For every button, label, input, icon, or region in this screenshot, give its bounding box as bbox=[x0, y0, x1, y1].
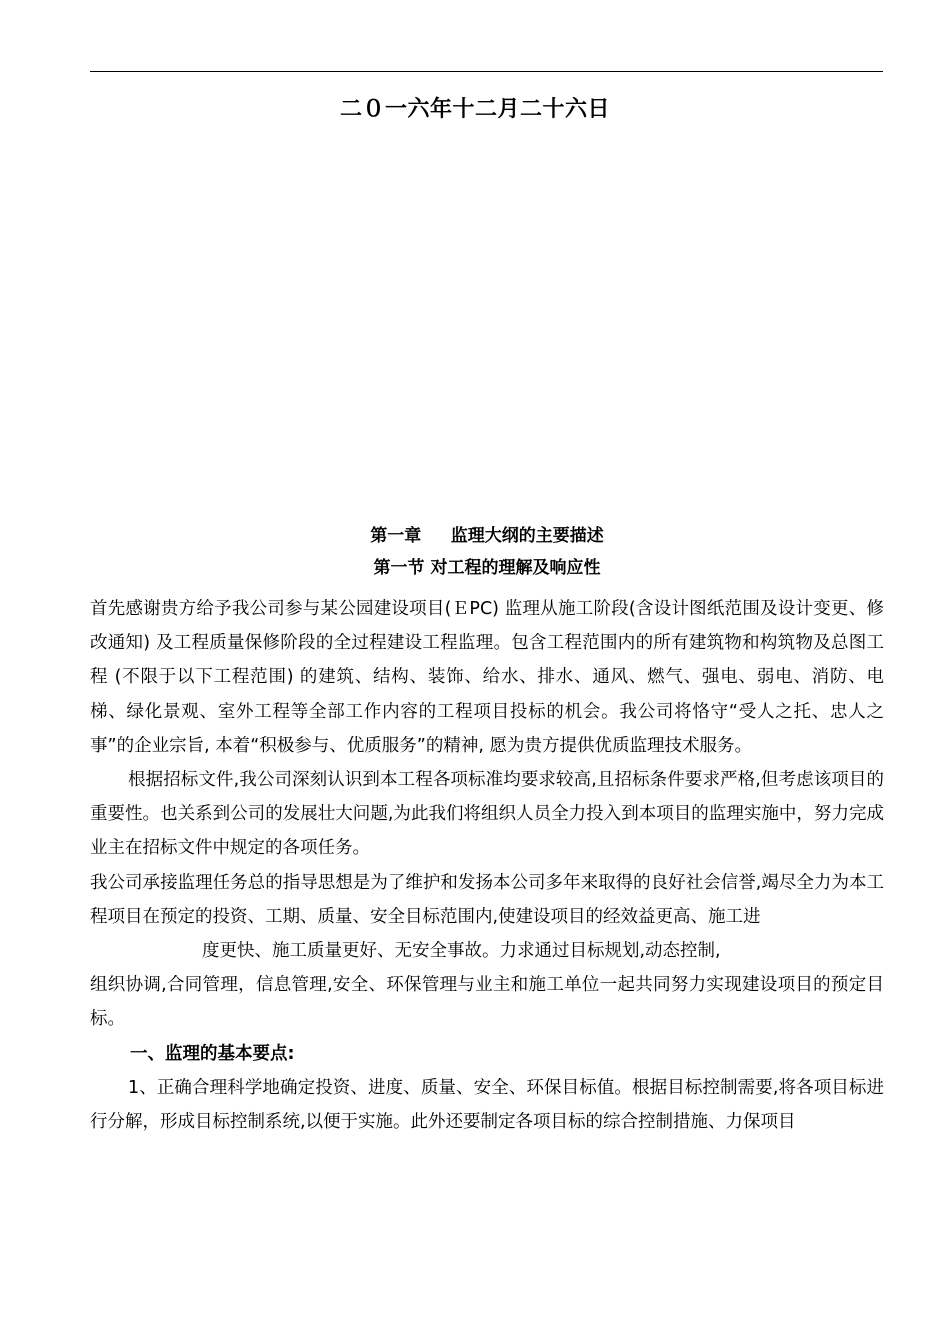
section-title: 第一节 对工程的理解及响应性 bbox=[373, 558, 601, 578]
paragraph-tender: 根据招标文件,我公司深刻认识到本工程各项标准均要求较高,且招标条件要求严格,但考虑该项目的重要性。也关系到公司的发展壮大问题,为此我们将组织人员全力投入到本项目的监理实施中，努力完成业主在招标文件中规定的各项任务。 bbox=[90, 770, 884, 859]
paragraph-intro: 首先感谢贵方给予我公司参与某公园建设项目(ＥPC) 监理从施工阶段(含设计图纸范围及设计变更、修改通知) 及工程质量保修阶段的全过程建设工程监理。包含工程范围内的所有建筑物和构筑物及总图工程 (不限于以下工程范围) 的建筑、结构、装饰、给水、排水、通风、燃气、强电、弱电、消防、电梯、绿化景观、室外工程等全部工作内容的工程项目投标的机会。我公司将恪守“受人之托、忠人之事”的企业宗旨, 本着“积极参与、优质服务”的精神, 愿为贵方提供优质监理技术服务。 bbox=[90, 599, 884, 756]
paragraph-guiding-thought-cont: 度更快、施工质量更好、无安全事故。力求通过目标规划,动态控制, bbox=[202, 941, 721, 962]
subheading-basic-points: 一、监理的基本要点: bbox=[130, 1043, 295, 1064]
paragraph-guiding-thought: 我公司承接监理任务总的指导思想是为了维护和发扬本公司多年来取得的良好社会信誉,竭尽全力为本工程项目在预定的投资、工期、质量、安全目标范围内,使建设项目的经效益更高、施工进 bbox=[90, 872, 884, 927]
header-rule bbox=[90, 71, 883, 72]
paragraph-point-1: 1、正确合理科学地确定投资、进度、质量、安全、环保目标值。根据目标控制需要,将各项目标进行分解，形成目标控制系统,以便于实施。此外还要制定各项目标的综合控制措施、力保项目 bbox=[90, 1077, 884, 1133]
document-date: 二０一六年十二月二十六日 bbox=[339, 97, 610, 122]
body-text bbox=[90, 592, 884, 1139]
chapter-title: 第一章 监理大纲的主要描述 bbox=[370, 526, 604, 546]
paragraph-coordination: 组织协调,合同管理，信息管理,安全、环保管理与业主和施工单位一起共同努力实现建设项目的预定目标。 bbox=[90, 975, 884, 1030]
